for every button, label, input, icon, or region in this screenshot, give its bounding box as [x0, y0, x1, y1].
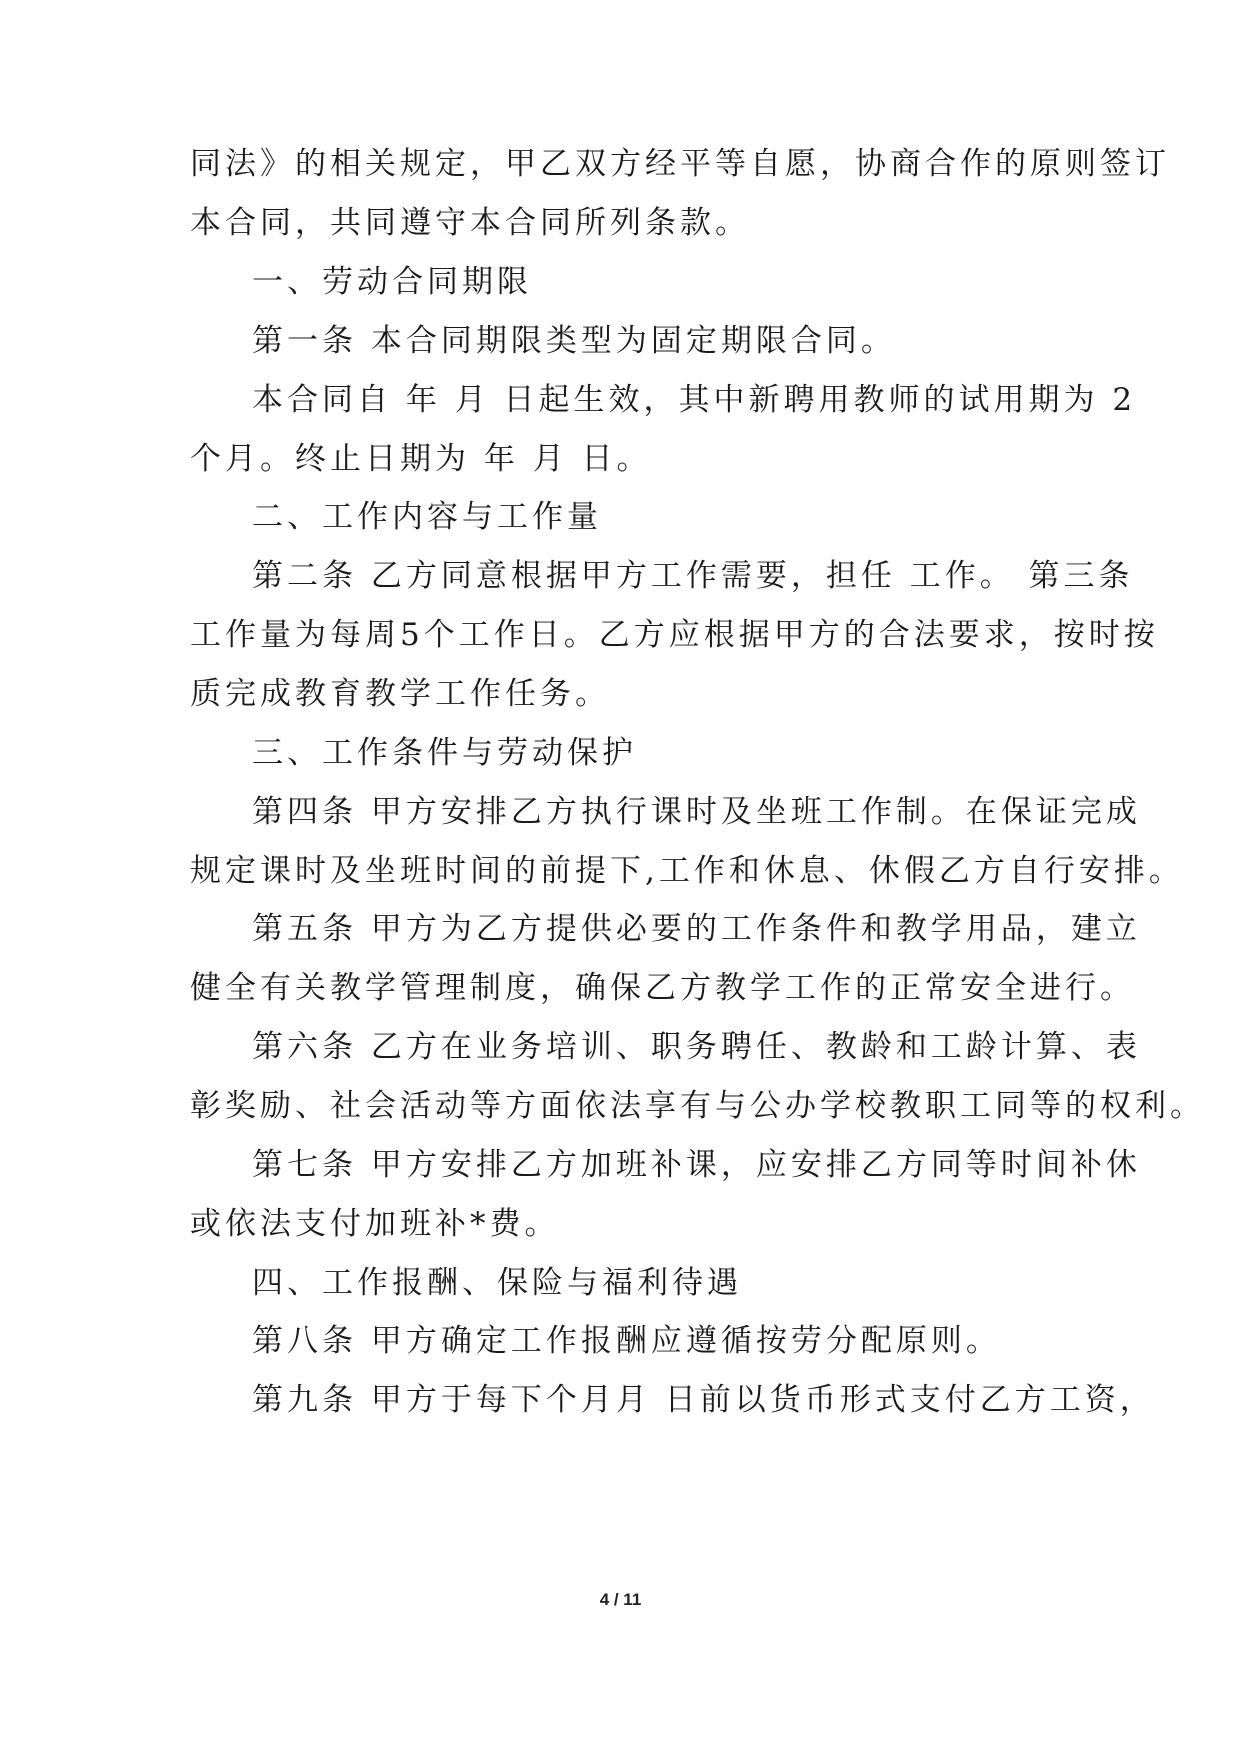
article-line: 本合同自 年 月 日起生效，其中新聘用教师的试用期为 2 — [252, 382, 1137, 418]
article-line: 第二条 乙方同意根据甲方工作需要，担任 工作。 第三条 — [252, 558, 1134, 594]
body-line: 彰奖励、社会活动等方面依法享有与公办学校教职工同等的权利。 — [190, 1088, 1205, 1124]
section-heading: 四、工作报酬、保险与福利待遇 — [252, 1265, 742, 1301]
section-heading: 三、工作条件与劳动保护 — [252, 735, 637, 771]
body-line: 个月。终止日期为 年 月 日。 — [190, 441, 652, 477]
body-line: 规定课时及坐班时间的前提下,工作和休息、休假乙方自行安排。 — [190, 853, 1184, 889]
body-line: 工作量为每周5个工作日。乙方应根据甲方的合法要求，按时按 — [190, 617, 1159, 653]
body-line: 同法》的相关规定，甲乙双方经平等自愿，协商合作的原则签订 — [190, 146, 1170, 182]
page-number: 4 / 11 — [599, 1590, 642, 1609]
article-line: 第六条 乙方在业务培训、职务聘任、教龄和工龄计算、表 — [252, 1029, 1141, 1065]
body-line: 健全有关教学管理制度，确保乙方教学工作的正常安全进行。 — [190, 970, 1135, 1006]
article-line: 第五条 甲方为乙方提供必要的工作条件和教学用品，建立 — [252, 911, 1141, 947]
section-heading: 一、劳动合同期限 — [252, 264, 532, 300]
section-heading: 二、工作内容与工作量 — [252, 499, 602, 535]
body-line: 或依法支付加班补*费。 — [190, 1206, 560, 1242]
article-line: 第九条 甲方于每下个月月 日前以货币形式支付乙方工资， — [252, 1382, 1155, 1418]
article-line: 第四条 甲方安排乙方执行课时及坐班工作制。在保证完成 — [252, 794, 1141, 830]
article-line: 第七条 甲方安排乙方加班补课，应安排乙方同等时间补休 — [252, 1147, 1141, 1183]
article-line: 第八条 甲方确定工作报酬应遵循按劳分配原则。 — [252, 1323, 1001, 1359]
article-line: 第一条 本合同期限类型为固定期限合同。 — [252, 323, 896, 359]
body-line: 本合同，共同遵守本合同所列条款。 — [190, 205, 750, 241]
body-line: 质完成教育教学工作任务。 — [190, 676, 610, 712]
